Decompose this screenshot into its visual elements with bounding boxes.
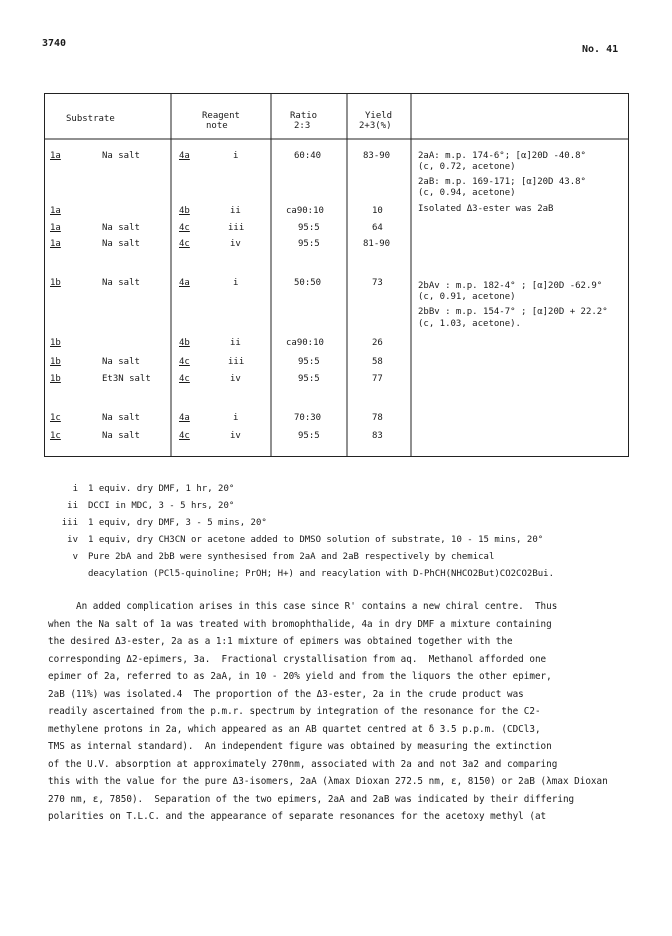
body-line: corresponding Δ2-epimers, 3a. Fractional crystallisation from aq. Methanol afforded one bbox=[48, 653, 547, 665]
remark-2bA-conc: (c, 0.91, acetone) bbox=[418, 292, 516, 302]
row-1-ratio: 60:40 bbox=[294, 151, 322, 161]
body-line: 270 nm, ε, 7850). Separation of the two epimers, 2aA and 2aB was indicated by their differing bbox=[48, 793, 575, 805]
row-10-salt: Na salt bbox=[102, 431, 140, 441]
row-9-note: i bbox=[233, 413, 239, 423]
remark-2bB-conc: (c, 1.03, acetone). bbox=[418, 319, 521, 329]
body-line: TMS as internal standard). An independent figure was obtained by measuring the extinction bbox=[48, 741, 552, 752]
row-2-note: ii bbox=[230, 206, 241, 216]
row-8-ratio: 95:5 bbox=[298, 374, 320, 384]
row-5-substrate: 1b bbox=[50, 278, 61, 288]
row-10-yield: 83 bbox=[372, 431, 383, 441]
row-1-reagent: 4a bbox=[179, 151, 190, 161]
row-3-note: iii bbox=[228, 223, 245, 233]
row-8-reagent: 4c bbox=[179, 374, 190, 384]
table-rules bbox=[44, 93, 629, 457]
row-1-salt: Na salt bbox=[102, 151, 140, 161]
row-3-substrate: 1a bbox=[50, 223, 61, 233]
row-7-ratio: 95:5 bbox=[298, 357, 320, 367]
footnote-mark: iv bbox=[67, 535, 78, 545]
footnote-text: DCCI in MDC, 3 - 5 hrs, 20° bbox=[88, 501, 235, 511]
body-line: An added complication arises in this case since R' contains a new chiral centre. Thus bbox=[48, 601, 558, 612]
issue-number: No. 41 bbox=[582, 44, 619, 55]
footnote-text: deacylation (PCl5-quinoline; PrOH; H+) and reacylation with D-PhCH(NHCO2But)CO2CO2Bui. bbox=[88, 569, 554, 579]
row-4-substrate: 1a bbox=[50, 239, 61, 249]
footnote-text: 1 equiv, dry DMF, 3 - 5 mins, 20° bbox=[88, 518, 267, 528]
remark-isolated-ester: Isolated Δ3-ester was 2aB bbox=[418, 204, 554, 214]
row-5-ratio: 50:50 bbox=[294, 278, 322, 288]
row-6-reagent: 4b bbox=[179, 338, 190, 348]
remark-2bA-mp: 2bAv : m.p. 182-4° ; [α]20D -62.9° bbox=[418, 281, 603, 291]
row-3-reagent: 4c bbox=[179, 223, 190, 233]
row-7-substrate: 1b bbox=[50, 357, 61, 367]
row-2-substrate: 1a bbox=[50, 206, 61, 216]
row-6-yield: 26 bbox=[372, 338, 383, 348]
header-ratio: Ratio bbox=[290, 111, 318, 121]
header-reagent: Reagent bbox=[202, 111, 240, 121]
row-6-substrate: 1b bbox=[50, 338, 61, 348]
row-4-yield: 81-90 bbox=[363, 239, 391, 249]
row-4-salt: Na salt bbox=[102, 239, 140, 249]
row-5-note: i bbox=[233, 278, 239, 288]
footnote-text: 1 equiv. dry DMF, 1 hr, 20° bbox=[88, 484, 235, 494]
row-8-salt: Et3N salt bbox=[102, 374, 151, 384]
body-line: when the Na salt of 1a was treated with bromophthalide, 4a in dry DMF a mixture containing bbox=[48, 618, 552, 630]
header-yield-pct: 2+3(%) bbox=[359, 121, 392, 131]
footnote-text: 1 equiv, dry CH3CN or acetone added to DMSO solution of substrate, 10 - 15 mins, 20° bbox=[88, 535, 544, 545]
row-8-yield: 77 bbox=[372, 374, 383, 384]
row-9-salt: Na salt bbox=[102, 413, 140, 423]
page-number: 3740 bbox=[42, 38, 67, 49]
row-2-ratio: ca90:10 bbox=[286, 206, 324, 216]
remark-2aA-conc: (c, 0.72, acetone) bbox=[418, 162, 516, 172]
row-9-ratio: 70:30 bbox=[294, 413, 322, 423]
header-ratio-2-3: 2:3 bbox=[294, 121, 311, 131]
row-9-substrate: 1c bbox=[50, 413, 61, 423]
row-10-substrate: 1c bbox=[50, 431, 61, 441]
body-line: methylene protons in 2a, which appeared as an AB quartet centred at δ 3.5 p.p.m. (CDCl3, bbox=[48, 723, 541, 735]
row-9-yield: 78 bbox=[372, 413, 383, 423]
row-5-reagent: 4a bbox=[179, 278, 190, 288]
footnote-mark: ii bbox=[67, 501, 78, 511]
body-line: polarities on T.L.C. and the appearance of separate resonances for the acetoxy methyl (at bbox=[48, 811, 547, 822]
body-line: 2aB (11%) was isolated.4 The proportion of the Δ3-ester, 2a in the crude product was bbox=[48, 688, 524, 700]
body-line: of the U.V. absorption at approximately 270nm, associated with 2a and not 3a2 and comparing bbox=[48, 758, 558, 770]
row-7-note: iii bbox=[228, 357, 245, 367]
remark-2aA-mp: 2aA: m.p. 174-6°; [α]20D -40.8° bbox=[418, 151, 586, 161]
row-7-salt: Na salt bbox=[102, 357, 140, 367]
row-9-reagent: 4a bbox=[179, 413, 190, 423]
footnote-text: Pure 2bA and 2bB were synthesised from 2aA and 2aB respectively by chemical bbox=[88, 552, 495, 562]
row-10-note: iv bbox=[230, 431, 241, 441]
header-yield: Yield bbox=[365, 111, 393, 121]
row-6-ratio: ca90:10 bbox=[286, 338, 324, 348]
body-paragraph bbox=[48, 601, 638, 829]
body-line: the desired Δ3-ester, 2a as a 1:1 mixture of epimers was obtained together with the bbox=[48, 636, 513, 647]
footnote-mark: v bbox=[72, 552, 78, 562]
row-4-ratio: 95:5 bbox=[298, 239, 320, 249]
row-1-yield: 83-90 bbox=[363, 151, 391, 161]
remark-2aB-mp: 2aB: m.p. 169-171; [α]20D 43.8° bbox=[418, 177, 586, 187]
row-4-note: iv bbox=[230, 239, 241, 249]
row-3-ratio: 95:5 bbox=[298, 223, 320, 233]
remark-2aB-conc: (c, 0.94, acetone) bbox=[418, 188, 516, 198]
header-reagent-note: note bbox=[206, 121, 228, 131]
row-2-reagent: 4b bbox=[179, 206, 190, 216]
row-8-note: iv bbox=[230, 374, 241, 384]
row-5-yield: 73 bbox=[372, 278, 383, 288]
row-3-salt: Na salt bbox=[102, 223, 140, 233]
row-6-note: ii bbox=[230, 338, 241, 348]
remark-2bB-mp: 2bBv : m.p. 154-7° ; [α]20D + 22.2° bbox=[418, 307, 608, 317]
row-5-salt: Na salt bbox=[102, 278, 140, 288]
body-line: this with the value for the pure Δ3-isomers, 2aA (λmax Dioxan 272.5 nm, ε, 8150) or 2aB (λmax Dioxan bbox=[48, 776, 608, 787]
row-3-yield: 64 bbox=[372, 223, 383, 233]
row-7-yield: 58 bbox=[372, 357, 383, 367]
body-line: epimer of 2a, referred to as 2aA, in 10 - 20% yield and from the liquors the other epimer, bbox=[48, 671, 552, 682]
row-2-yield: 10 bbox=[372, 206, 383, 216]
row-10-ratio: 95:5 bbox=[298, 431, 320, 441]
row-8-substrate: 1b bbox=[50, 374, 61, 384]
row-10-reagent: 4c bbox=[179, 431, 190, 441]
row-1-substrate: 1a bbox=[50, 151, 61, 161]
results-table bbox=[44, 93, 629, 457]
row-7-reagent: 4c bbox=[179, 357, 190, 367]
row-1-note: i bbox=[233, 151, 239, 161]
footnote-mark: iii bbox=[61, 518, 78, 528]
row-4-reagent: 4c bbox=[179, 239, 190, 249]
header-substrate: Substrate bbox=[66, 114, 115, 124]
body-line: readily ascertained from the p.m.r. spectrum by integration of the resonance for the C2- bbox=[48, 706, 541, 717]
footnote-mark: i bbox=[72, 484, 78, 494]
